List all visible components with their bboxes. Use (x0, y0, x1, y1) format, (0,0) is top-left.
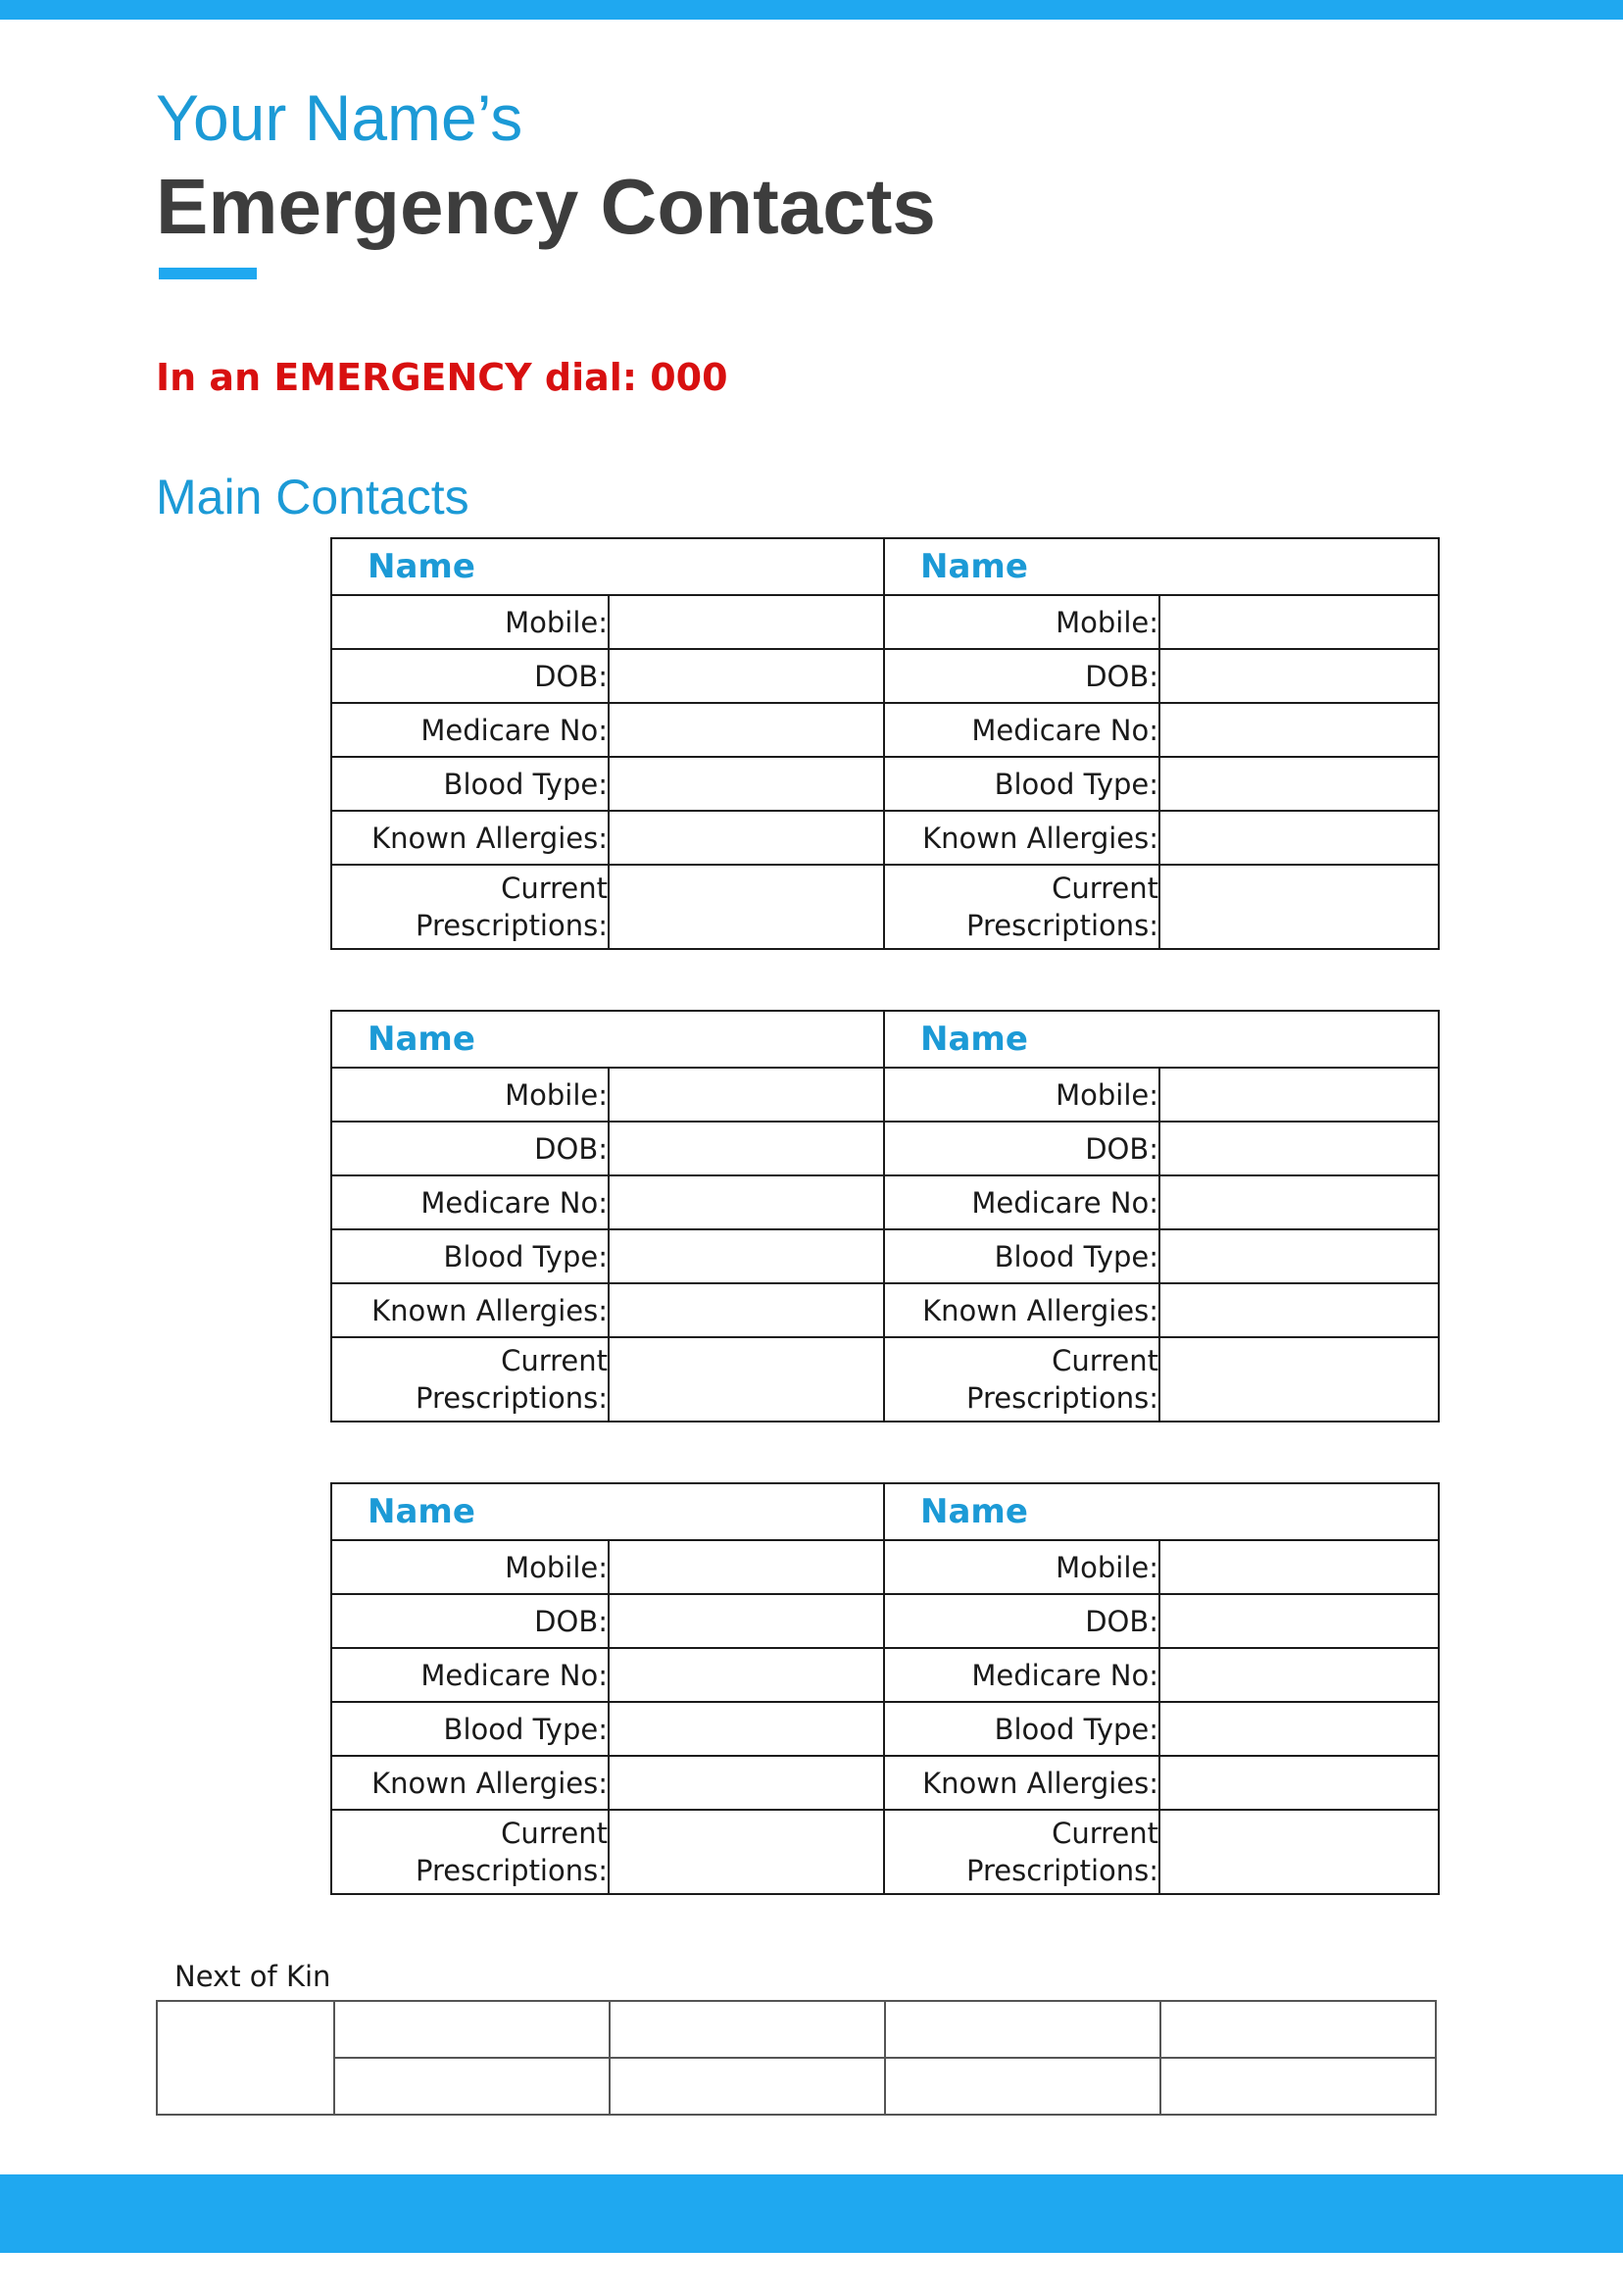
allergies-label: Known Allergies: (884, 1283, 1159, 1337)
prescriptions-label (331, 865, 609, 949)
contact-name-field[interactable] (884, 1011, 1439, 1068)
kin-field[interactable] (334, 2058, 610, 2115)
kin-field[interactable] (610, 2001, 885, 2058)
blood-type-row (331, 757, 1439, 811)
allergies-label: Known Allergies: (884, 811, 1159, 865)
kin-field[interactable] (334, 2001, 610, 2058)
dob-row (331, 1122, 1439, 1175)
blood-type-label: Blood Type: (331, 1702, 609, 1756)
dob-label: DOB: (884, 1594, 1159, 1648)
prescriptions-label-line1: Current (501, 872, 608, 905)
mobile-label: Mobile: (331, 1068, 609, 1122)
medicare-value-field[interactable] (1159, 703, 1439, 757)
medicare-label: Medicare No: (884, 1648, 1159, 1702)
contact-name-field[interactable] (884, 538, 1439, 595)
dob-label: DOB: (884, 1122, 1159, 1175)
mobile-label: Mobile: (331, 595, 609, 649)
prescriptions-value-field[interactable] (1159, 1810, 1439, 1894)
prescriptions-row (331, 1810, 1439, 1894)
prescriptions-label-line2: Prescriptions: (966, 1381, 1159, 1415)
kin-field[interactable] (610, 2058, 885, 2115)
prescriptions-label-line1: Current (501, 1344, 608, 1377)
blood-type-value-field[interactable] (609, 757, 884, 811)
mobile-label: Mobile: (884, 595, 1159, 649)
dob-value-field[interactable] (1159, 649, 1439, 703)
mobile-value-field[interactable] (609, 1068, 884, 1122)
page-title: Emergency Contacts (156, 163, 936, 250)
blood-type-label: Blood Type: (884, 1229, 1159, 1283)
blood-type-label: Blood Type: (884, 1702, 1159, 1756)
contact-name-field[interactable] (331, 538, 884, 595)
prescriptions-label-line2: Prescriptions: (416, 1381, 608, 1415)
contact-name-field[interactable] (884, 1483, 1439, 1540)
dob-row (331, 1594, 1439, 1648)
dob-label: DOB: (331, 1122, 609, 1175)
contact-name-row (331, 1483, 1439, 1540)
mobile-label: Mobile: (884, 1068, 1159, 1122)
kin-field[interactable] (1160, 2058, 1436, 2115)
mobile-row (331, 1540, 1439, 1594)
mobile-value-field[interactable] (1159, 595, 1439, 649)
medicare-row (331, 1175, 1439, 1229)
kin-row (157, 2001, 1436, 2058)
mobile-value-field[interactable] (1159, 1068, 1439, 1122)
dob-value-field[interactable] (1159, 1594, 1439, 1648)
name-label: Name (920, 1020, 1028, 1059)
prescriptions-label-line2: Prescriptions: (966, 1854, 1159, 1887)
medicare-value-field[interactable] (1159, 1175, 1439, 1229)
dob-value-field[interactable] (1159, 1122, 1439, 1175)
contact-table-1 (330, 537, 1440, 950)
mobile-value-field[interactable] (1159, 1540, 1439, 1594)
mobile-row (331, 1068, 1439, 1122)
allergies-row (331, 1283, 1439, 1337)
allergies-value-field[interactable] (609, 1756, 884, 1810)
blood-type-label: Blood Type: (331, 757, 609, 811)
allergies-value-field[interactable] (609, 811, 884, 865)
contact-name-field[interactable] (331, 1483, 884, 1540)
allergies-value-field[interactable] (1159, 1756, 1439, 1810)
dob-value-field[interactable] (609, 649, 884, 703)
allergies-value-field[interactable] (609, 1283, 884, 1337)
prescriptions-label-line2: Prescriptions: (416, 1854, 608, 1887)
prescriptions-label-line1: Current (1052, 1344, 1159, 1377)
prescriptions-label-line2: Prescriptions: (416, 909, 608, 942)
allergies-row (331, 811, 1439, 865)
owner-name-heading: Your Name’s (156, 81, 523, 154)
contact-name-row (331, 1011, 1439, 1068)
kin-label-field[interactable] (157, 2001, 334, 2115)
dob-label: DOB: (884, 649, 1159, 703)
prescriptions-value-field[interactable] (1159, 865, 1439, 949)
prescriptions-row (331, 865, 1439, 949)
medicare-value-field[interactable] (609, 1175, 884, 1229)
dob-value-field[interactable] (609, 1122, 884, 1175)
medicare-value-field[interactable] (609, 1648, 884, 1702)
mobile-value-field[interactable] (609, 1540, 884, 1594)
title-underline (159, 268, 257, 279)
allergies-value-field[interactable] (1159, 811, 1439, 865)
prescriptions-label-line1: Current (1052, 1817, 1159, 1850)
top-accent-bar (0, 0, 1623, 20)
mobile-label: Mobile: (331, 1540, 609, 1594)
kin-field[interactable] (885, 2001, 1160, 2058)
prescriptions-label (884, 1810, 1159, 1894)
contact-name-row (331, 538, 1439, 595)
medicare-label: Medicare No: (331, 1175, 609, 1229)
prescriptions-value-field[interactable] (1159, 1337, 1439, 1422)
allergies-label: Known Allergies: (331, 1283, 609, 1337)
main-contacts-heading: Main Contacts (156, 470, 469, 524)
allergies-value-field[interactable] (1159, 1283, 1439, 1337)
dob-label: DOB: (331, 649, 609, 703)
mobile-label: Mobile: (884, 1540, 1159, 1594)
next-of-kin-table (156, 2000, 1437, 2116)
emergency-number-notice: In an EMERGENCY dial: 000 (156, 356, 728, 399)
prescriptions-label (331, 1810, 609, 1894)
name-label: Name (920, 547, 1028, 586)
dob-row (331, 649, 1439, 703)
allergies-label: Known Allergies: (331, 811, 609, 865)
blood-type-label: Blood Type: (884, 757, 1159, 811)
prescriptions-label-line1: Current (501, 1817, 608, 1850)
mobile-row (331, 595, 1439, 649)
name-label: Name (368, 1492, 475, 1531)
prescriptions-label (331, 1337, 609, 1422)
medicare-row (331, 1648, 1439, 1702)
name-label: Name (368, 1020, 475, 1059)
kin-row (157, 2058, 1436, 2115)
blood-type-value-field[interactable] (1159, 1229, 1439, 1283)
next-of-kin-label: Next of Kin (174, 1960, 331, 1993)
mobile-value-field[interactable] (609, 595, 884, 649)
prescriptions-label-line1: Current (1052, 872, 1159, 905)
prescriptions-value-field[interactable] (609, 1337, 884, 1422)
allergies-label: Known Allergies: (884, 1756, 1159, 1810)
contact-name-field[interactable] (331, 1011, 884, 1068)
medicare-row (331, 703, 1439, 757)
blood-type-value-field[interactable] (1159, 1702, 1439, 1756)
blood-type-value-field[interactable] (609, 1229, 884, 1283)
name-label: Name (920, 1492, 1028, 1531)
name-label: Name (368, 547, 475, 586)
contact-table-2 (330, 1010, 1440, 1423)
allergies-label: Known Allergies: (331, 1756, 609, 1810)
medicare-value-field[interactable] (1159, 1648, 1439, 1702)
prescriptions-label-line2: Prescriptions: (966, 909, 1159, 942)
dob-value-field[interactable] (609, 1594, 884, 1648)
blood-type-value-field[interactable] (1159, 757, 1439, 811)
blood-type-value-field[interactable] (609, 1702, 884, 1756)
medicare-label: Medicare No: (884, 1175, 1159, 1229)
blood-type-row (331, 1229, 1439, 1283)
prescriptions-value-field[interactable] (609, 1810, 884, 1894)
contact-table-3 (330, 1482, 1440, 1895)
blood-type-row (331, 1702, 1439, 1756)
medicare-label: Medicare No: (331, 703, 609, 757)
medicare-label: Medicare No: (884, 703, 1159, 757)
prescriptions-label (884, 865, 1159, 949)
medicare-value-field[interactable] (609, 703, 884, 757)
dob-label: DOB: (331, 1594, 609, 1648)
kin-field[interactable] (1160, 2001, 1436, 2058)
prescriptions-label (884, 1337, 1159, 1422)
kin-field[interactable] (885, 2058, 1160, 2115)
allergies-row (331, 1756, 1439, 1810)
medicare-label: Medicare No: (331, 1648, 609, 1702)
prescriptions-value-field[interactable] (609, 865, 884, 949)
prescriptions-row (331, 1337, 1439, 1422)
bottom-accent-bar (0, 2174, 1623, 2253)
blood-type-label: Blood Type: (331, 1229, 609, 1283)
